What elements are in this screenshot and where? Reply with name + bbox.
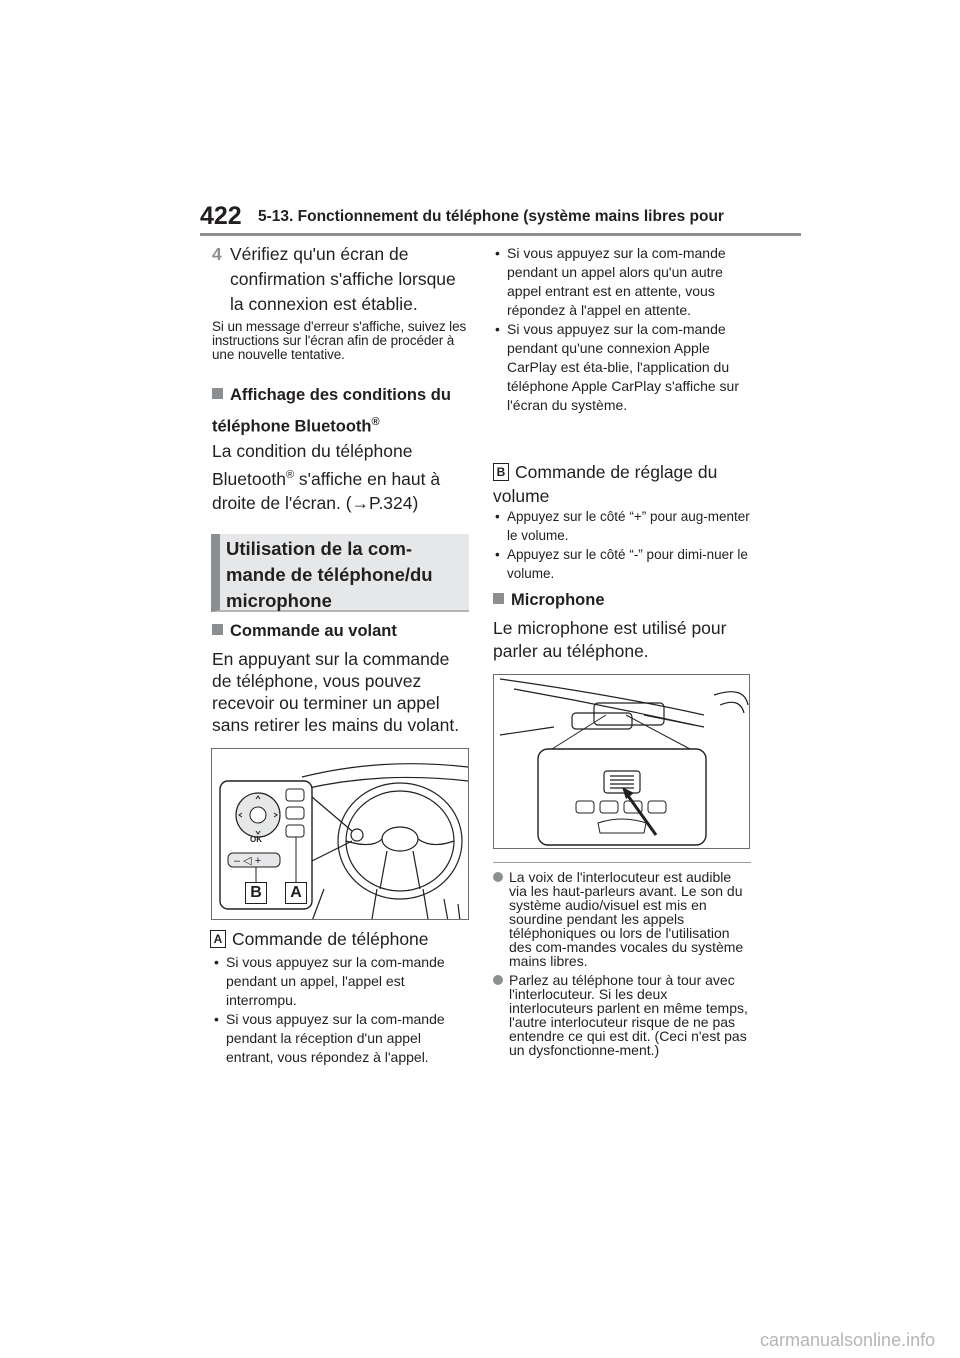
header-rule	[200, 233, 801, 236]
section-box-heading-text: Utilisation de la com-mande de téléphone/du microphone	[226, 538, 433, 611]
ok-button-label: OK	[250, 835, 262, 844]
svg-text:– ◁ +: – ◁ +	[234, 855, 262, 867]
section-title: 5-13. Fonctionnement du téléphone (système mains libres pour	[258, 208, 724, 225]
step-number: 4	[212, 244, 222, 264]
label-b-box: B	[493, 463, 509, 481]
microphone-figure	[493, 674, 750, 849]
list-item: • Appuyez sur le côté “-” pour dimi-nuer le volume.	[493, 545, 751, 583]
list-item: • Si vous appuyez sur la com-mande pendant qu'une connexion Apple CarPlay est éta-blie, l'application du téléphone Apple CarPlay s'affiche sur l'écran du système.	[493, 320, 751, 415]
bluetooth-body-2: s'affiche en haut à droite de l'écran. (	[212, 468, 441, 513]
list-item: • Si vous appuyez sur la com-mande pendant un appel, l'appel est interrompu.	[212, 953, 470, 1010]
volant-heading	[212, 617, 470, 645]
top-right-bullets	[493, 244, 751, 415]
square-bullet-icon	[212, 388, 223, 399]
microphone-body: Le microphone est utilisé pour parler au téléphone.	[493, 618, 727, 661]
square-bullet-icon	[212, 624, 223, 635]
step-text: Vérifiez qu'un écran de confirmation s'affiche lorsque la connexion est établie.	[230, 244, 456, 314]
command-a-title	[210, 928, 468, 950]
volant-heading-text: Commande au volant	[230, 622, 397, 640]
command-b-title-text: Commande de réglage du volume	[493, 462, 718, 506]
label-a-box: A	[210, 930, 226, 948]
page-number: 422	[200, 202, 242, 230]
list-item: La voix de l'interlocuteur est audible via les haut-parleurs avant. Le son du système audio/visuel est mis en sourdine pendant les appels téléphoniques ou lors de l'utilisation des com-mandes vocales du système mains libres.	[493, 870, 751, 968]
volant-body: En appuyant sur la commande de téléphone, vous pouvez recevoir ou terminer un appel sans retirer les mains du volant.	[212, 649, 460, 735]
bluetooth-body	[212, 439, 470, 515]
step-note: Si un message d'erreur s'affiche, suivez les instructions sur l'écran afin de procéder à une nouvelle tentative.	[212, 319, 467, 362]
notes-divider	[493, 862, 751, 863]
bluetooth-body-1: La condition du téléphone Bluetooth	[212, 441, 413, 489]
square-bullet-icon	[493, 593, 504, 604]
command-b-title	[493, 460, 751, 508]
arrow-icon: →	[351, 492, 370, 513]
figure-label-a: A	[285, 882, 307, 904]
registered-mark: ®	[285, 469, 295, 481]
list-item: • Si vous appuyez sur la com-mande pendant un appel alors qu'un autre appel entrant est en attente, vous répondez à l'appel en attente.	[493, 244, 751, 320]
registered-mark: ®	[371, 416, 380, 428]
command-a-title-text: Commande de téléphone	[232, 929, 429, 949]
microphone-illustration	[494, 675, 750, 849]
page-reference-link[interactable]: P.324)	[369, 492, 419, 513]
section-box-heading	[211, 534, 469, 612]
microphone-heading-text: Microphone	[511, 591, 605, 609]
microphone-heading	[493, 586, 751, 614]
command-b-bullets	[493, 507, 751, 583]
steering-wheel-figure	[211, 748, 469, 920]
list-item: • Appuyez sur le côté “+” pour aug-menter le volume.	[493, 507, 751, 545]
bluetooth-heading-text: Affichage des conditions du téléphone Bluetooth	[212, 386, 451, 436]
list-item: • Si vous appuyez sur la com-mande pendant la réception d'un appel entrant, vous répondez à l'appel.	[212, 1010, 470, 1067]
command-a-bullets	[212, 953, 470, 1067]
bluetooth-heading	[212, 382, 470, 441]
step-4	[212, 242, 470, 317]
notes	[493, 870, 751, 1057]
list-item: Parlez au téléphone tour à tour avec l'interlocuteur. Si les deux interlocuteurs parlent en même temps, l'autre interlocuteur risque de ne pas entendre ce qui est dit. (Ceci n'est pas un dysfonctionne-ment.)	[493, 973, 751, 1057]
footer-watermark: carmanualsonline.info	[760, 1330, 936, 1350]
figure-label-b: B	[245, 882, 267, 904]
